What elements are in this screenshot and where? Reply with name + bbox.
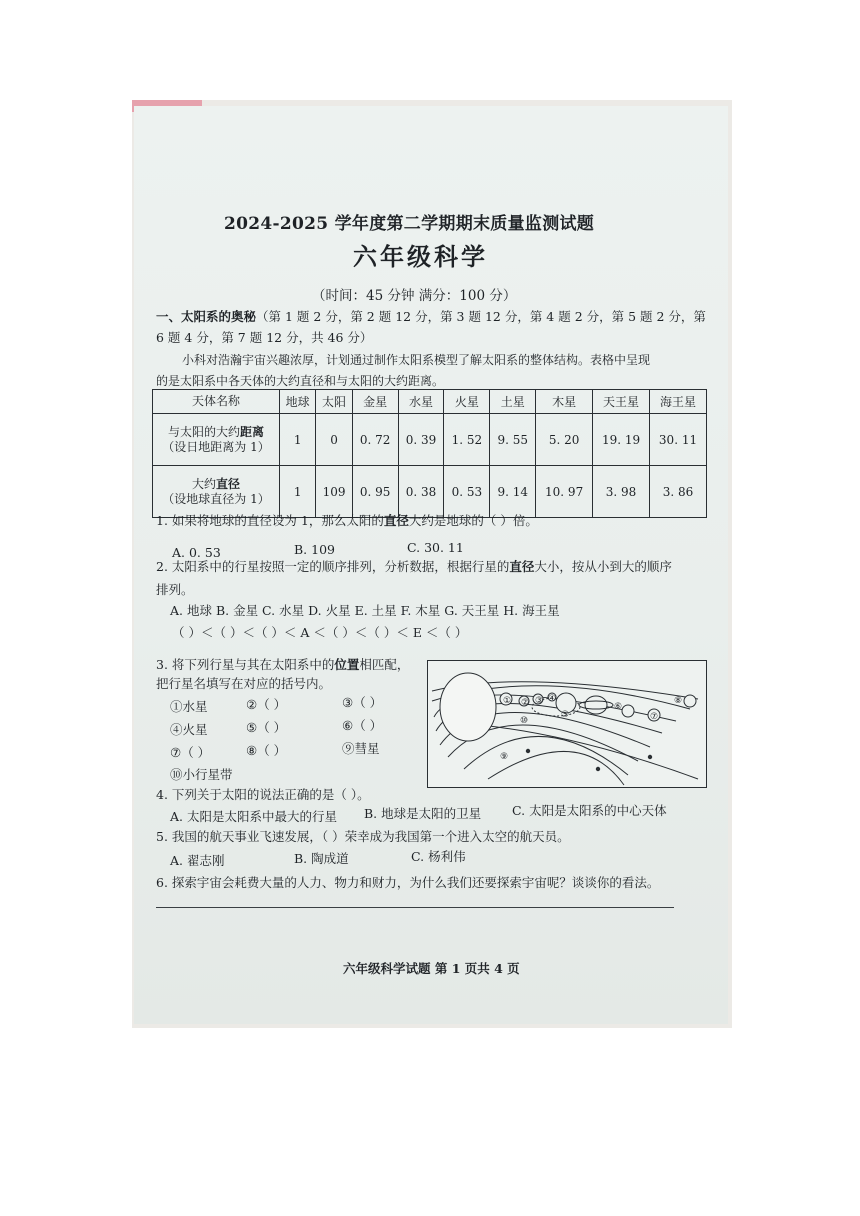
diameter-label-a: 大约 xyxy=(191,476,216,491)
section-heading-cont: 6 题 4 分，第 7 题 12 分，共 46 分） xyxy=(156,330,373,345)
diameter-row-label xyxy=(153,466,280,518)
diagram-label-10: ⑩ xyxy=(520,716,529,726)
q5-option-a[interactable]: A. 翟志刚 xyxy=(170,853,225,868)
table-cell: 木星 xyxy=(536,390,593,414)
q3-item: ④火星 xyxy=(170,722,208,737)
table-cell: 0. 38 xyxy=(398,466,444,518)
q2-options: A. 地球 B. 金星 C. 水星 D. 火星 E. 土星 F. 木星 G. 天王星 H. 海王星 xyxy=(170,603,560,618)
q4-option-c[interactable]: C. 太阳是太阳系的中心天体 xyxy=(512,803,667,818)
q2-order-line[interactable]: （ ）＜（ ）＜（ ）＜ A ＜（ ）＜（ ）＜ E ＜（ ） xyxy=(172,625,468,640)
table-cell: 0. 95 xyxy=(352,466,398,518)
planet-data-table xyxy=(152,389,707,518)
comet-dot xyxy=(648,755,652,759)
table-cell: 9. 55 xyxy=(490,414,536,466)
q2-stem-c: 大小，按从小到大的顺序 xyxy=(534,559,672,574)
table-cell: 火星 xyxy=(444,390,490,414)
q2-stem-b: 直径 xyxy=(509,559,535,574)
table-cell: 0. 39 xyxy=(398,414,444,466)
q2-stem xyxy=(156,559,672,575)
table-header-row xyxy=(153,390,707,414)
sun xyxy=(440,673,496,741)
table-cell: 0 xyxy=(316,414,352,466)
table-cell: 土星 xyxy=(490,390,536,414)
planet xyxy=(622,705,634,717)
q2-stem-d: 排列。 xyxy=(156,582,194,597)
distance-row-label xyxy=(153,414,280,466)
planet xyxy=(684,695,696,707)
table-cell: 3. 98 xyxy=(593,466,650,518)
table-cell: 太阳 xyxy=(316,390,352,414)
diagram-label-2: ② xyxy=(521,698,530,708)
table-cell: 1. 52 xyxy=(444,414,490,466)
q3-stem-a: 3. 将下列行星与其在太阳系中的 xyxy=(156,657,335,672)
table-row-diameter xyxy=(153,466,707,518)
page-footer: 六年级科学试题 第 1 页共 4 页 xyxy=(343,961,520,976)
q3-stem-b: 位置 xyxy=(334,657,360,672)
table-cell: 水星 xyxy=(398,390,444,414)
q3-stem xyxy=(156,657,409,673)
table-cell: 1 xyxy=(280,466,316,518)
section-heading-bold: 一、太阳系的奥秘 xyxy=(156,309,257,324)
q5-stem: 5. 我国的航天事业飞速发展，（ ）荣幸成为我国第一个进入太空的航天员。 xyxy=(156,829,570,844)
section-heading-rest: （第 1 题 2 分，第 2 题 12 分，第 3 题 12 分，第 4 题 2 分，第 5 题 2 分，第 xyxy=(256,309,706,324)
table-cell: 5. 20 xyxy=(536,414,593,466)
diagram-label-5: ⑤ xyxy=(561,710,570,720)
q3-blank[interactable]: ③（ ） xyxy=(342,695,383,710)
saturn xyxy=(585,696,607,714)
answer-line[interactable] xyxy=(156,907,674,908)
diagram-label-6: ⑥ xyxy=(614,702,623,712)
q1-stem-c: 大约是地球的（ ）倍。 xyxy=(408,513,538,528)
diagram-label-7: ⑦ xyxy=(650,712,659,722)
q1-stem xyxy=(156,513,538,529)
intro-text-2: 的是太阳系中各天体的大约直径和与太阳的大约距离。 xyxy=(156,374,445,388)
q1-stem-b: 直径 xyxy=(383,513,409,528)
table-cell: 10. 97 xyxy=(536,466,593,518)
table-cell: 天王星 xyxy=(593,390,650,414)
solar-system-diagram xyxy=(427,660,707,788)
q1-option-c[interactable]: C. 30. 11 xyxy=(407,540,464,555)
distance-label-note: （设日地距离为 1） xyxy=(162,439,270,454)
q1-option-a[interactable]: A. 0. 53 xyxy=(172,545,221,560)
table-cell: 3. 86 xyxy=(650,466,707,518)
table-cell: 19. 19 xyxy=(593,414,650,466)
q3-item: ①水星 xyxy=(170,699,208,714)
exam-time-score: （时间：45 分钟 满分：100 分） xyxy=(312,288,517,304)
table-header-label: 天体名称 xyxy=(153,390,280,414)
q1-stem-a: 1. 如果将地球的直径设为 1，那么太阳的 xyxy=(156,513,384,528)
q6-stem: 6. 探索宇宙会耗费大量的人力、物力和财力，为什么我们还要探索宇宙呢？谈谈你的看法。 xyxy=(156,875,660,890)
diagram-label-8: ⑧ xyxy=(674,696,683,706)
comet-orbit xyxy=(458,723,698,779)
q5-option-b[interactable]: B. 陶成道 xyxy=(294,851,349,866)
table-cell: 30. 11 xyxy=(650,414,707,466)
q3-item: ⑩小行星带 xyxy=(170,767,233,782)
table-cell: 金星 xyxy=(352,390,398,414)
diameter-label-note: （设地球直径为 1） xyxy=(162,491,270,506)
table-cell: 109 xyxy=(316,466,352,518)
table-cell: 0. 53 xyxy=(444,466,490,518)
table-cell: 0. 72 xyxy=(352,414,398,466)
q3-blank[interactable]: ⑦（ ） xyxy=(170,745,211,760)
q4-option-a[interactable]: A. 太阳是太阳系中最大的行星 xyxy=(170,809,337,824)
q3-item: ⑨彗星 xyxy=(342,741,380,756)
diagram-label-4: ④ xyxy=(548,694,557,704)
diagram-label-3: ③ xyxy=(535,696,544,706)
exam-title: 2024-2025 学年度第二学期期末质量监测试题 xyxy=(224,214,595,234)
distance-label-b: 距离 xyxy=(240,424,265,439)
diagram-label-9: ⑨ xyxy=(500,752,509,762)
solar-system-svg xyxy=(428,661,706,787)
distance-label-a: 与太阳的大约 xyxy=(167,424,240,439)
diameter-label-b: 直径 xyxy=(216,476,241,491)
orbit xyxy=(464,736,628,775)
comet-dot xyxy=(526,749,530,753)
q3-blank[interactable]: ⑥（ ） xyxy=(342,718,383,733)
q3-blank[interactable]: ⑧（ ） xyxy=(246,743,287,758)
q3-blank[interactable]: ⑤（ ） xyxy=(246,720,287,735)
intro-text-1: 小科对浩瀚宇宙兴趣浓厚，计划通过制作太阳系模型了解太阳系的整体结构。表格中呈现 xyxy=(182,353,651,367)
table-cell: 1 xyxy=(280,414,316,466)
q3-blank[interactable]: ②（ ） xyxy=(246,697,287,712)
q4-option-b[interactable]: B. 地球是太阳的卫星 xyxy=(364,806,482,821)
q5-option-c[interactable]: C. 杨利伟 xyxy=(411,849,466,864)
diagram-label-1: ① xyxy=(503,696,512,706)
orbit xyxy=(488,751,624,785)
comet-dot xyxy=(596,767,600,771)
q2-stem-a: 2. 太阳系中的行星按照一定的顺序排列，分析数据，根据行星的 xyxy=(156,559,510,574)
q4-stem: 4. 下列关于太阳的说法正确的是（ ）。 xyxy=(156,787,370,802)
q3-stem-c: 相匹配， xyxy=(359,657,410,672)
exam-subject: 六年级科学 xyxy=(353,242,488,271)
table-cell: 地球 xyxy=(280,390,316,414)
table-cell: 9. 14 xyxy=(490,466,536,518)
table-row-distance xyxy=(153,414,707,466)
q3-stem-d: 把行星名填写在对应的括号内。 xyxy=(156,676,332,691)
table-cell: 海王星 xyxy=(650,390,707,414)
q1-option-b[interactable]: B. 109 xyxy=(294,542,335,557)
section-heading xyxy=(156,309,706,325)
